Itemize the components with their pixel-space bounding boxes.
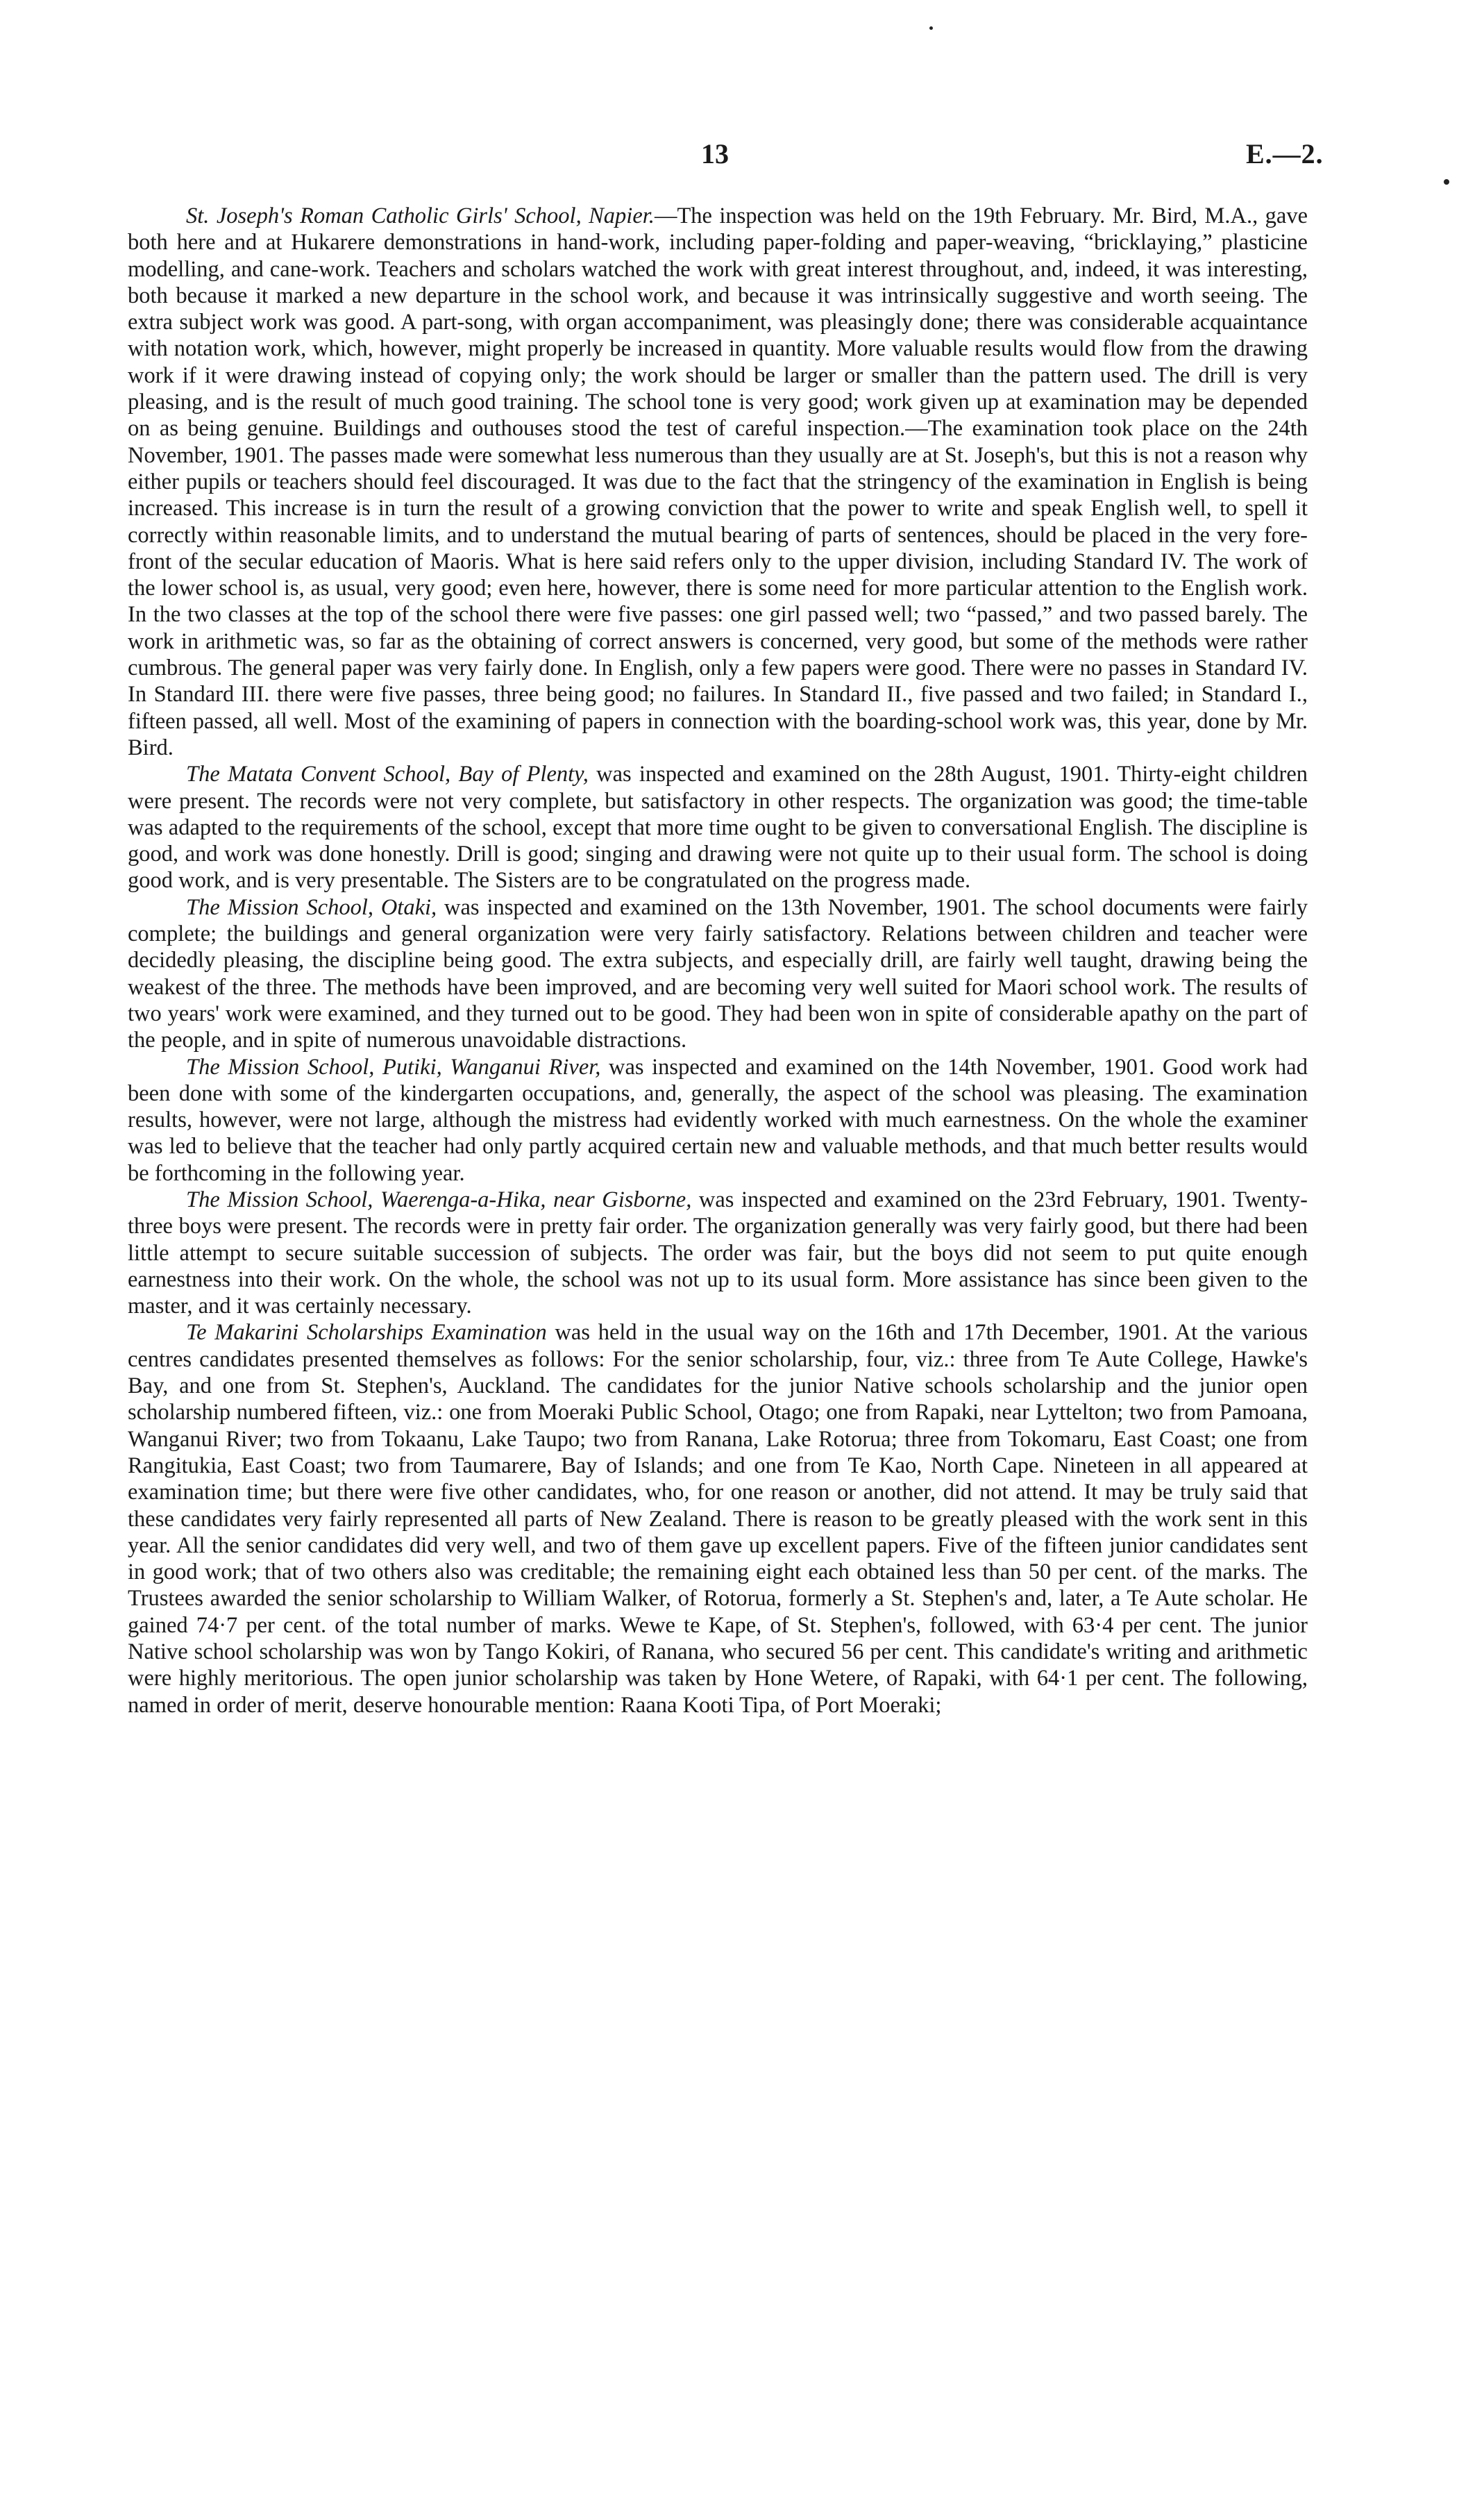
paragraph-text: was inspected and examined on the 14th November, 1901. Good work had been done with some of the kindergarten occupations, and, generally, the aspect of the school was pleasing. The examination results, however, were not large, although the mistress had evidently worked with much earnestness. On the whole the examiner was led to believe that the teacher had only partly acquired certain new and valuable methods, and that much better results would be forthcoming in the following year. xyxy=(128,1054,1308,1186)
paragraph-text: was inspected and examined on the 28th August, 1901. Thirty-eight children were present. The records were not very complete, but satisfactory in other respects. The organization was good; the time-table was adapted to the requirements of the school, except that more time ought to be given to conversational English. The discipline is good, and work was done honestly. Drill is good; singing and drawing were not quite up to their usual form. The school is doing good work, and is very presentable. The Sisters are to be congratulated on the progress made. xyxy=(128,762,1308,894)
paragraph-waerenga xyxy=(128,1187,1308,1319)
paragraph-title: Te Makarini Scholarships Examination xyxy=(186,1320,547,1346)
paragraph-text: —The inspection was held on the 19th February. Mr. Bird, M.A., gave both here and at Hukarere demonstrations in hand-work, including paper-folding and paper-weaving, “bricklaying,” plasticine modelling, and cane-work. Teachers and scholars watched the work with great interest throughout, and, indeed, it was interesting, both because it marked a new departure in the school work, and because it was intrinsically suggestive and worth seeing. The extra subject work was good. A part-song, with organ accompaniment, was pleasingly done; there was considerable acquaintance with notation work, which, however, might properly be increased in quantity. More valuable results would flow from the drawing work if it were drawing instead of copying only; the work should be larger or smaller than the pattern used. The drill is very pleasing, and is the result of much good training. The school tone is very good; work given up at examination may be depended on as being genuine. Buildings and outhouses stood the test of careful inspection.—The examination took place on the 24th November, 1901. The passes made were somewhat less numerous than they usually are at St. Joseph's, but this is not a reason why either pupils or teachers should feel discouraged. It was due to the fact that the stringency of the examination in English is being increased. This increase is in turn the result of a growing conviction that the power to write and speak English well, to spell it correctly within reasonable limits, and to understand the mutual bearing of parts of sentences, should be placed in the very fore-front of the secular education of Maoris. What is here said refers only to the upper division, including Standard IV. The work of the lower school is, as usual, very good; even here, however, there is some need for more particular attention to the English work. In the two classes at the top of the school there were five passes: one girl passed well; two “passed,” and two passed barely. The work in arithmetic was, so far as the obtaining of correct answers is concerned, very good, but some of the methods were rather cumbrous. The general paper was very fairly done. In English, only a few papers were good. There were no passes in Standard IV. In Standard III. there were five passes, three being good; no failures. In Standard II., five passed and two failed; in Standard I., fifteen passed, all well. Most of the examining of papers in connection with the boarding-school work was, this year, done by Mr. Bird. xyxy=(128,203,1308,760)
page-header xyxy=(0,137,1484,179)
print-speck xyxy=(1444,179,1449,185)
paragraph-putiki xyxy=(128,1054,1308,1187)
page-number: 13 xyxy=(701,138,729,169)
paragraph-text: was inspected and examined on the 13th November, 1901. The school documents were fairly complete; the buildings and general organization were very fairly satisfactory. Relations between children and teacher were decidedly pleasing, the discipline being good. The extra subjects, and especially drill, are fairly well taught, drawing being the weakest of the three. The methods have been improved, and are becoming very well suited for Maori school work. The results of two years' work were examined, and they turned out to be good. They had been won in spite of considerable apathy on the part of the people, and in spite of numerous unavoidable distractions. xyxy=(128,894,1308,1053)
paragraph-otaki xyxy=(128,894,1308,1054)
paragraph-title: The Matata Convent School, Bay of Plenty, xyxy=(186,762,589,787)
body-text xyxy=(128,203,1308,1718)
document-reference: E.—2. xyxy=(1246,138,1324,169)
paragraph-matata xyxy=(128,761,1308,894)
paragraph-title: St. Joseph's Roman Catholic Girls' School, Napier. xyxy=(186,203,655,228)
paragraph-title: The Mission School, Otaki, xyxy=(186,894,437,920)
paragraph-text: was held in the usual way on the 16th and 17th December, 1901. At the various centres candidates presented themselves as follows: For the senior scholarship, four, viz.: three from Te Aute College, Hawke's Bay, and one from St. Stephen's, Auckland. The candidates for the junior Native schools scholarship and the junior open scholarship numbered fifteen, viz.: one from Moeraki Public School, Otago; one from Rapaki, near Lyttelton; two from Pamoana, Wanganui River; two from Tokaanu, Lake Taupo; two from Ranana, Lake Rotorua; three from Tokomaru, East Coast; one from Rangitukia, East Coast; two from Taumarere, Bay of Islands; and one from Te Kao, North Cape. Nineteen in all appeared at examination time; but there were five other candidates, who, for one reason or another, did not attend. It may be truly said that these candidates very fairly represented all parts of New Zealand. There is reason to be greatly pleased with the work sent in this year. All the senior candidates did very well, and two of them gave up excellent papers. Five of the fifteen junior candidates sent in good work; that of two others also was creditable; the remaining eight each obtained less than 50 per cent. of the marks. The Trustees awarded the senior scholarship to William Walker, of Rotorua, formerly a St. Stephen's and, later, a Te Aute scholar. He gained 74·7 per cent. of the total number of marks. Wewe te Kape, of St. Stephen's, followed, with 63·4 per cent. The junior Native school scholarship was won by Tango Kokiri, of Ranana, who secured 56 per cent. This candidate's writing and arithmetic were highly meritorious. The open junior scholarship was taken by Hone Wetere, of Rapaki, with 64·1 per cent. The following, named in order of merit, deserve honourable mention: Raana Kooti Tipa, of Port Moeraki; xyxy=(128,1320,1308,1718)
paragraph-title: The Mission School, Waerenga-a-Hika, near Gisborne, xyxy=(186,1187,692,1212)
print-speck xyxy=(929,26,933,30)
paragraph-title: The Mission School, Putiki, Wanganui River, xyxy=(186,1054,601,1080)
paragraph-text: was inspected and examined on the 23rd February, 1901. Twenty-three boys were present. The records were in pretty fair order. The organization generally was very fairly good, but there had been little attempt to secure suitable succession of subjects. The order was fair, but the boys did not seem to put quite enough earnestness into their work. On the whole, the school was not up to its usual form. More assistance has since been given to the master, and it was certainly necessary. xyxy=(128,1187,1308,1319)
paragraph-st-josephs xyxy=(128,203,1308,761)
paragraph-te-makarini xyxy=(128,1319,1308,1718)
